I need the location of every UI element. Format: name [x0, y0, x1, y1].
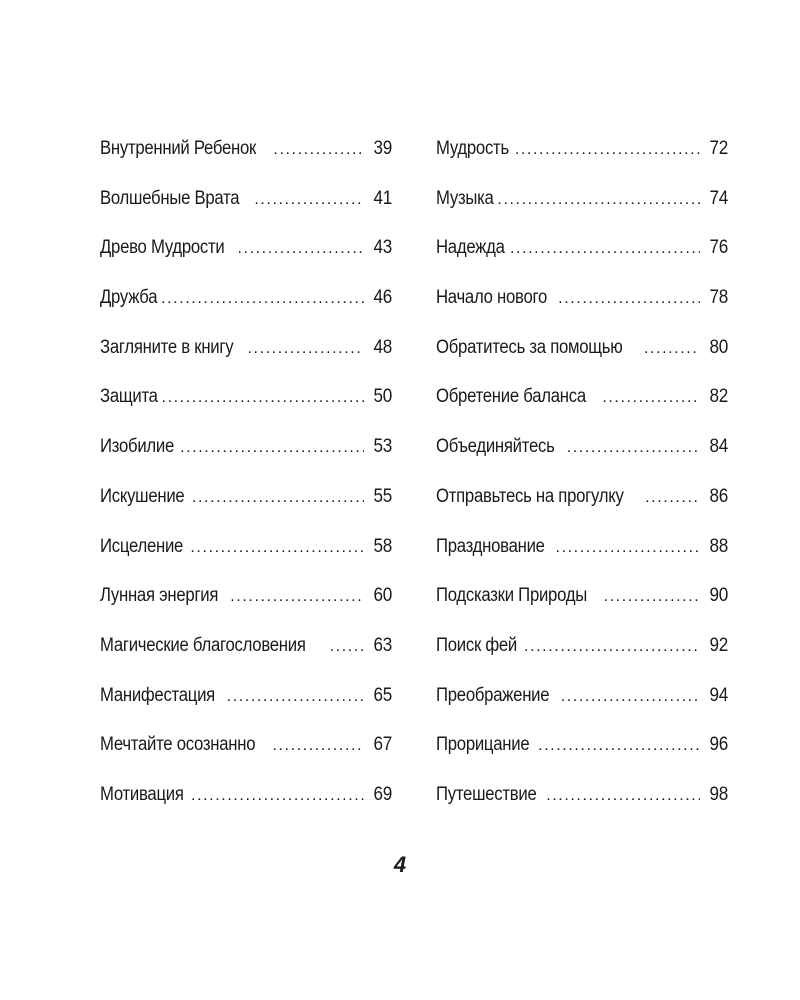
toc-entry	[436, 337, 728, 387]
toc-entry-page: 92	[709, 634, 728, 656]
toc-entry	[436, 486, 728, 536]
toc-entry-page: 94	[709, 684, 728, 706]
toc-entry-page: 76	[709, 237, 728, 259]
toc-dot-leader	[561, 688, 700, 706]
toc-entry	[436, 138, 728, 188]
toc-dot-leader	[538, 737, 700, 755]
toc-dot-leader	[227, 688, 364, 706]
toc-entry-page: 67	[373, 734, 392, 756]
toc-entry	[436, 784, 728, 834]
toc-entry-title: Надежда	[436, 237, 505, 259]
toc-entry-page: 48	[373, 336, 392, 358]
toc-entry	[100, 784, 392, 834]
toc-entry-title: Путешествие	[436, 783, 537, 805]
toc-entry	[100, 386, 392, 436]
toc-entry-page: 58	[373, 535, 392, 557]
toc-dot-leader	[230, 588, 364, 606]
toc-dot-leader	[515, 141, 700, 159]
toc-entry	[100, 685, 392, 735]
toc-dot-leader	[180, 439, 364, 457]
toc-dot-leader	[162, 389, 364, 407]
toc-entry-title: Обратитесь за помощью	[436, 336, 623, 358]
toc-entry-title: Поиск фей	[436, 634, 518, 656]
toc-entry	[100, 734, 392, 784]
toc-entry-page: 50	[373, 386, 392, 408]
toc-entry-title: Музыка	[436, 187, 494, 209]
toc-entry-title: Загляните в книгу	[100, 336, 234, 358]
toc-entry-title: Защита	[100, 386, 158, 408]
toc-entry-page: 53	[373, 436, 392, 458]
toc-entry-page: 46	[373, 287, 392, 309]
toc-dot-leader	[237, 240, 364, 258]
toc-column-left	[100, 138, 392, 834]
toc-dot-leader	[272, 737, 364, 755]
toc-entry-page: 78	[709, 287, 728, 309]
toc-entry-title: Преображение	[436, 684, 550, 706]
toc-entry	[436, 734, 728, 784]
toc-dot-leader	[190, 539, 364, 557]
toc-entry	[436, 536, 728, 586]
toc-entry-page: 96	[709, 734, 728, 756]
toc-entry-title: Начало нового	[436, 287, 548, 309]
toc-dot-leader	[497, 191, 700, 209]
toc-entry-page: 86	[709, 485, 728, 507]
toc-entry-title: Празднование	[436, 535, 545, 557]
toc-entry-title: Искушение	[100, 485, 185, 507]
toc-entry-title: Мечтайте осознанно	[100, 734, 256, 756]
toc-entry-page: 55	[373, 485, 392, 507]
toc-entry	[100, 237, 392, 287]
toc-entry-page: 82	[709, 386, 728, 408]
toc-dot-leader	[192, 489, 364, 507]
toc-dot-leader	[645, 489, 700, 507]
toc-dot-leader	[556, 539, 700, 557]
toc-entry-page: 39	[373, 138, 392, 159]
toc-entry	[100, 138, 392, 188]
toc-entry-title: Объединяйтесь	[436, 436, 555, 458]
toc-entry-title: Лунная энергия	[100, 585, 219, 607]
toc-entry-page: 60	[373, 585, 392, 607]
toc-entry-page: 88	[709, 535, 728, 557]
toc-dot-leader	[558, 290, 700, 308]
toc-entry	[436, 685, 728, 735]
toc-entry-page: 72	[709, 138, 728, 159]
toc-dot-leader	[602, 389, 700, 407]
toc-dot-leader	[510, 240, 700, 258]
toc-entry	[436, 585, 728, 635]
toc-dot-leader	[644, 340, 700, 358]
toc-entry-title: Обретение баланса	[436, 386, 586, 408]
toc-entry-title: Магические благословения	[100, 634, 306, 656]
toc-entry-title: Мудрость	[436, 138, 509, 159]
toc-column-right	[436, 138, 728, 834]
toc-entry-page: 69	[373, 783, 392, 805]
toc-entry	[436, 436, 728, 486]
toc-entry-page: 98	[709, 783, 728, 805]
toc-entry-title: Подсказки Природы	[436, 585, 588, 607]
toc-dot-leader	[191, 787, 364, 805]
toc-entry	[100, 585, 392, 635]
toc-entry-title: Отправьтесь на прогулку	[436, 485, 624, 507]
toc-dot-leader	[524, 638, 700, 656]
toc-entry	[436, 237, 728, 287]
toc-entry	[100, 486, 392, 536]
toc-entry-title: Прорицание	[436, 734, 530, 756]
toc-entry-page: 80	[709, 336, 728, 358]
toc-entry-title: Волшебные Врата	[100, 187, 240, 209]
toc-entry-title: Изобилие	[100, 436, 175, 458]
toc-entry	[100, 287, 392, 337]
toc-entry	[100, 635, 392, 685]
toc-dot-leader	[330, 638, 364, 656]
toc-entry	[436, 386, 728, 436]
toc-entry-title: Дружба	[100, 287, 158, 309]
toc-entry-title: Древо Мудрости	[100, 237, 225, 259]
toc-dot-leader	[567, 439, 700, 457]
toc-entry-page: 90	[709, 585, 728, 607]
toc-entry	[436, 287, 728, 337]
toc-entry	[436, 188, 728, 238]
toc-entry	[100, 536, 392, 586]
toc-entry	[100, 188, 392, 238]
toc-entry-title: Манифестация	[100, 684, 215, 706]
toc-entry	[100, 436, 392, 486]
toc-entry-page: 65	[373, 684, 392, 706]
toc-entry-page: 74	[709, 187, 728, 209]
toc-entry-page: 84	[709, 436, 728, 458]
toc-entry-page: 63	[373, 634, 392, 656]
toc-entry-title: Внутренний Ребенок	[100, 138, 257, 159]
toc-dot-leader	[161, 290, 364, 308]
toc-entry-page: 43	[373, 237, 392, 259]
toc-entry	[436, 635, 728, 685]
toc-dot-leader	[604, 588, 700, 606]
toc-dot-leader	[546, 787, 700, 805]
toc-entry-page: 41	[373, 187, 392, 209]
page-number: 4	[393, 852, 407, 877]
toc-entry	[100, 337, 392, 387]
toc-dot-leader	[254, 191, 364, 209]
toc-dot-leader	[273, 141, 364, 159]
toc-entry-title: Исцеление	[100, 535, 184, 557]
toc-dot-leader	[248, 340, 365, 358]
toc-entry-title: Мотивация	[100, 783, 184, 805]
